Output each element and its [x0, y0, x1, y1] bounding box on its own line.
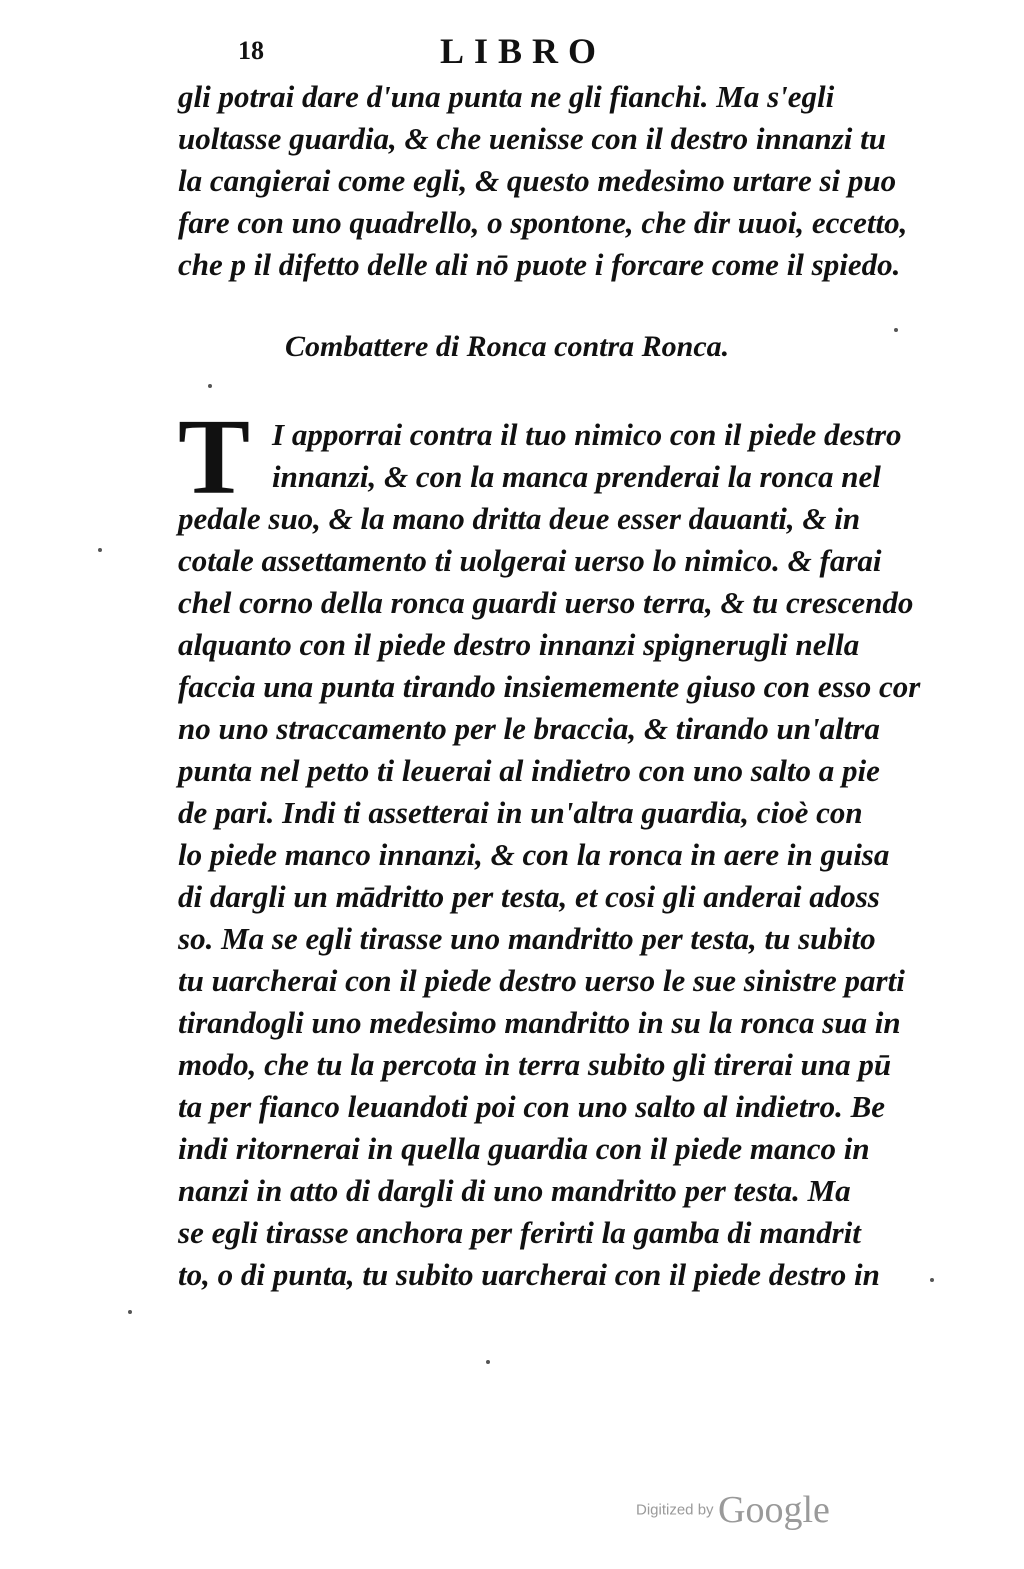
running-title: LIBRO	[440, 31, 607, 71]
digitized-watermark	[636, 1488, 856, 1532]
drop-cap-initial: T	[178, 398, 251, 517]
text-line: fare con uno quadrello, o spontone, che dir uuoi, eccetto,	[178, 205, 908, 240]
text-line: di dargli un mādritto per testa, et cosi gli anderai adoss	[178, 879, 880, 914]
watermark-prefix: Digitized by	[636, 1501, 714, 1519]
text-line: se egli tirasse anchora per ferirti la gamba di mandrit	[178, 1215, 861, 1250]
text-line: uoltasse guardia, & che uenisse con il destro innanzi tu	[178, 121, 886, 156]
text-line: modo, che tu la percota in terra subito gli tirerai una pū	[178, 1047, 892, 1082]
section-heading: Combattere di Ronca contra Ronca.	[285, 330, 730, 363]
text-line: pedale suo, & la mano dritta deue esser dauanti, & in	[178, 501, 861, 536]
text-line: nanzi in atto di dargli di uno mandritto per testa. Ma	[178, 1173, 851, 1208]
continued-paragraph	[178, 76, 906, 286]
text-line: cotale assettamento ti uolgerai uerso lo nimico. & farai	[178, 543, 882, 578]
text-line: alquanto con il piede destro innanzi spignerugli nella	[178, 627, 860, 662]
text-line: punta nel petto ti leuerai al indietro con uno salto a pie	[178, 753, 880, 788]
watermark-brand: Google	[718, 1489, 830, 1531]
text-line: ta per fianco leuandoti poi con uno salto al indietro. Be	[178, 1089, 886, 1124]
text-line: I apporrai contra il tuo nimico con il piede destro	[272, 417, 902, 452]
text-line: innanzi, & con la manca prenderai la ronca nel	[272, 459, 881, 494]
section-body	[178, 398, 921, 1296]
text-line: indi ritornerai in quella guardia con il piede manco in	[178, 1131, 870, 1166]
text-line: to, o di punta, tu subito uarcherai con il piede destro in	[178, 1257, 880, 1292]
text-line: tu uarcherai con il piede destro uerso le sue sinistre parti	[178, 963, 905, 998]
text-line: tirandogli uno medesimo mandritto in su la ronca sua in	[178, 1005, 901, 1040]
text-line: la cangierai come egli, & questo medesimo urtare si puo	[178, 163, 897, 198]
page-number: 18	[238, 36, 264, 65]
text-line: no uno straccamento per le braccia, & tirando un'altra	[178, 711, 880, 746]
text-line: lo piede manco innanzi, & con la ronca in aere in guisa	[178, 837, 890, 872]
text-line: che p il difetto delle ali nō puote i forcare come il spiedo.	[178, 247, 901, 282]
running-head	[230, 30, 830, 70]
text-line: so. Ma se egli tirasse uno mandritto per testa, tu subito	[178, 921, 876, 956]
text-line: gli potrai dare d'una punta ne gli fianchi. Ma s'egli	[178, 79, 835, 114]
text-line: chel corno della ronca guardi uerso terra, & tu crescendo	[178, 585, 914, 620]
text-line: faccia una punta tirando insiememente giuso con esso cor	[178, 669, 921, 704]
text-line: de pari. Indi ti assetterai in un'altra guardia, cioè con	[178, 795, 863, 830]
